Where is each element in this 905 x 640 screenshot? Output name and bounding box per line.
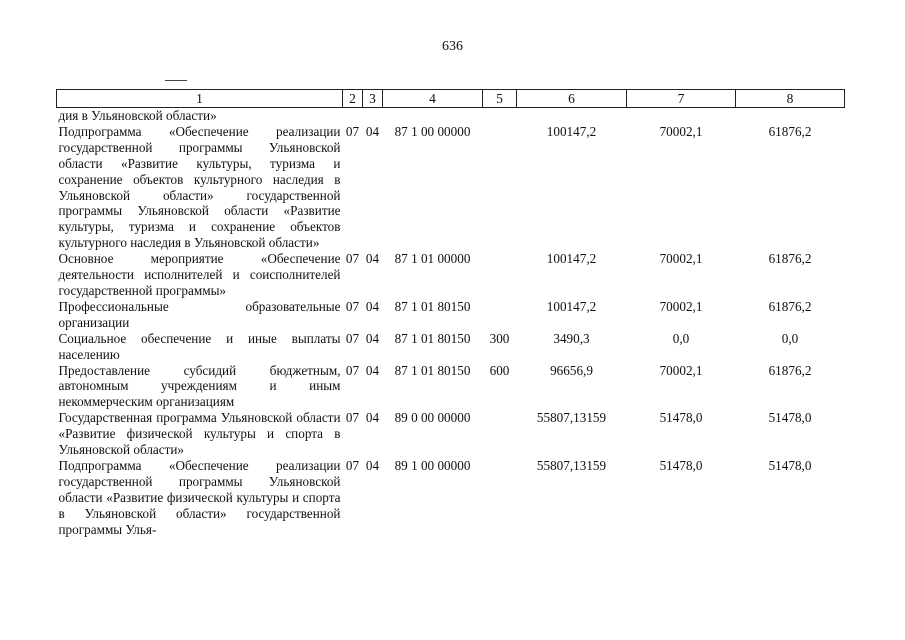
header-cell: 8 <box>736 90 845 108</box>
row-amount-year1: 55807,13159 <box>536 410 607 426</box>
row-amount-year1: 100147,2 <box>546 298 597 314</box>
row-amount-year2: 0,0 <box>672 330 690 346</box>
row-description: Предоставление субсидий бюджетным, автономным учреждениям и иным некоммерческим организациям <box>58 362 341 410</box>
row-description: Государственная программа Ульяновской области «Развитие физической культуры и спорта в Ульяновской области» <box>58 410 341 458</box>
table-row <box>57 331 845 363</box>
header-cell: 1 <box>57 90 343 108</box>
table-row <box>57 363 845 411</box>
row-amount-year2: 70002,1 <box>659 251 703 267</box>
row-subsection: 04 <box>365 362 380 378</box>
header-cell: 3 <box>363 90 383 108</box>
row-subsection: 04 <box>365 410 380 426</box>
row-amount-year2: 70002,1 <box>659 298 703 314</box>
table-row <box>57 251 845 299</box>
row-amount-year3: 61876,2 <box>768 251 812 267</box>
header-cell: 5 <box>483 90 517 108</box>
row-amount-year1: 100147,2 <box>546 251 597 267</box>
row-target-article: 87 1 01 80150 <box>394 330 471 346</box>
row-target-article: 87 1 01 00000 <box>394 251 471 267</box>
header-cell: 2 <box>343 90 363 108</box>
row-section: 07 <box>345 298 360 314</box>
table-row <box>57 458 845 538</box>
row-amount-year3: 51478,0 <box>768 410 812 426</box>
header-cell: 4 <box>383 90 483 108</box>
row-amount-year3: 61876,2 <box>768 123 812 139</box>
row-amount-year3: 61876,2 <box>768 298 812 314</box>
row-subsection: 04 <box>365 251 380 267</box>
row-description: Подпрограмма «Обеспечение реализации государственной программы Ульяновской области «Развитие культуры, туризма и сохранение объектов культурного наследия в Ульяновской области» государственной программы Ульяновской области «Развитие культуры, туризма и сохранение объектов культурного наследия в Ульяновской области» <box>58 123 341 251</box>
row-amount-year1: 100147,2 <box>546 123 597 139</box>
row-target-article: 89 1 00 00000 <box>394 457 471 473</box>
row-amount-year1: 55807,13159 <box>536 457 607 473</box>
row-section: 07 <box>345 362 360 378</box>
row-description: Основное мероприятие «Обеспечение деятельности исполнителей и соисполнителей государственной программы» <box>58 251 341 298</box>
row-expense-type <box>483 458 517 538</box>
row-amount-year1: 3490,3 <box>553 330 590 346</box>
row-expense-type: 300 <box>489 330 510 346</box>
row-section: 07 <box>345 251 360 267</box>
table-row <box>57 410 845 458</box>
header-cell: 7 <box>627 90 736 108</box>
row-description: Социальное обеспечение и иные выплаты населению <box>58 330 341 362</box>
continuation-row <box>57 108 845 124</box>
row-description: Подпрограмма «Обеспечение реализации государственной программы Ульяновской области «Развитие физической культуры и спорта в Ульяновской области» государственной программы Улья- <box>58 457 341 537</box>
row-expense-type: 600 <box>489 362 510 378</box>
header-row <box>57 90 845 108</box>
row-section: 07 <box>345 330 360 346</box>
row-subsection: 04 <box>365 330 380 346</box>
row-amount-year2: 70002,1 <box>659 362 703 378</box>
budget-table <box>56 89 845 537</box>
row-amount-year3: 0,0 <box>781 330 799 346</box>
row-subsection: 04 <box>365 298 380 314</box>
row-section: 07 <box>345 123 360 139</box>
row-expense-type <box>483 299 517 331</box>
row-section: 07 <box>345 457 360 473</box>
row-amount-year2: 51478,0 <box>659 457 703 473</box>
row-amount-year3: 61876,2 <box>768 362 812 378</box>
row-section: 07 <box>345 410 360 426</box>
row-subsection: 04 <box>365 457 380 473</box>
row-amount-year2: 51478,0 <box>659 410 703 426</box>
row-subsection: 04 <box>365 123 380 139</box>
header-rule <box>165 80 187 81</box>
header-cell: 6 <box>517 90 627 108</box>
row-expense-type <box>483 251 517 299</box>
row-amount-year1: 96656,9 <box>550 362 593 378</box>
row-target-article: 87 1 01 80150 <box>394 362 471 378</box>
continuation-text: дия в Ульяновской области» <box>58 108 217 123</box>
row-target-article: 87 1 01 80150 <box>394 298 471 314</box>
row-expense-type <box>483 124 517 251</box>
row-amount-year3: 51478,0 <box>768 457 812 473</box>
table-row <box>57 299 845 331</box>
row-target-article: 89 0 00 00000 <box>394 410 471 426</box>
row-description: Профессиональные образовательные организации <box>58 298 341 330</box>
table-row <box>57 124 845 251</box>
row-amount-year2: 70002,1 <box>659 123 703 139</box>
row-target-article: 87 1 00 00000 <box>394 123 471 139</box>
page-number: 636 <box>442 39 463 54</box>
row-expense-type <box>483 410 517 458</box>
